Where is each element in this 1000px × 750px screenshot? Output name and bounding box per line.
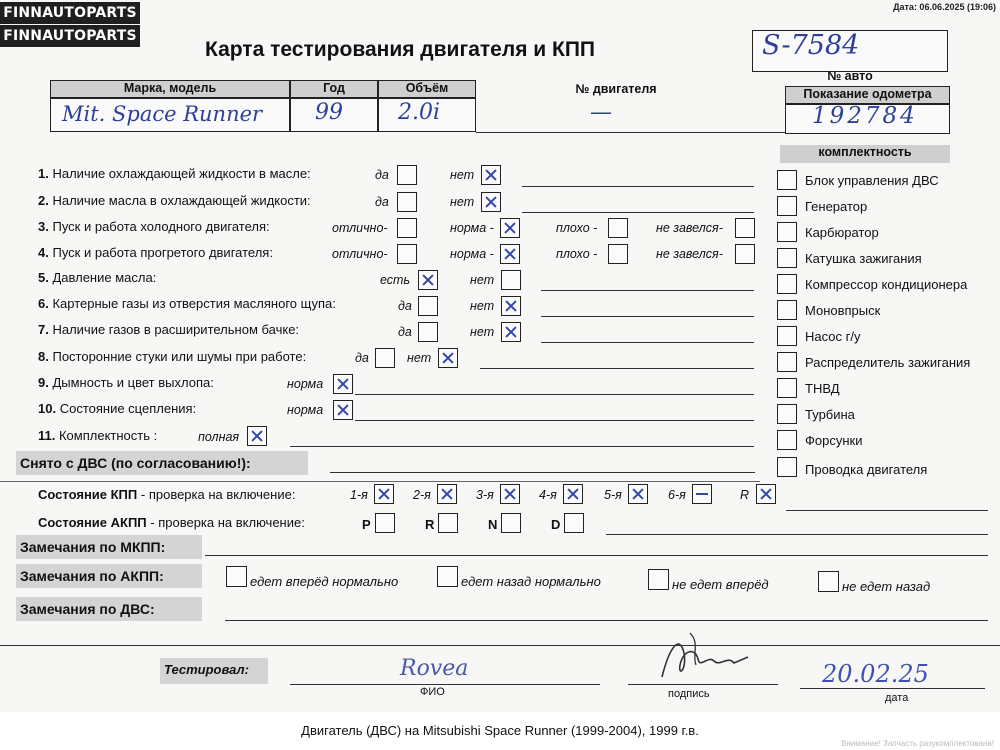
completeness-title: комплектность: [780, 145, 950, 163]
test-3-number: 3.: [38, 219, 49, 234]
test-7-label: Наличие газов в расширительном бачке:: [52, 322, 300, 337]
akpp-row: [38, 515, 305, 530]
test-10-number: 10.: [38, 401, 57, 416]
test-5-box-yes[interactable]: [418, 270, 438, 290]
kpp-label: Состояние КПП: [38, 487, 138, 502]
akpp-opt-box-1[interactable]: [226, 566, 247, 587]
make-model-value: Mit. Space Runner: [62, 102, 263, 126]
signature-label: подпись: [668, 688, 710, 700]
test-7-box-yes[interactable]: [418, 322, 438, 342]
test-3-box-excellent[interactable]: [397, 218, 417, 238]
test-5-number: 5.: [38, 270, 49, 285]
test-8-opt-no: нет: [407, 351, 432, 365]
logo-bottom: FINNAUTOPARTS: [0, 25, 140, 47]
kpp-box-5[interactable]: [628, 484, 648, 504]
test-10-box-normal[interactable]: [333, 400, 353, 420]
test-3-box-bad[interactable]: [608, 218, 628, 238]
test-11-number: 11.: [38, 428, 56, 443]
test-2-opt-no: нет: [450, 195, 475, 209]
tested-by-label: Тестировал:: [160, 658, 268, 684]
test-2-box-yes[interactable]: [397, 192, 417, 212]
removed-line-2: [0, 481, 760, 482]
test-2-number: 2.: [38, 193, 49, 208]
test-9-box-normal[interactable]: [333, 374, 353, 394]
removed-line-1: [330, 472, 755, 473]
kpp-gear-1: 1-я: [350, 488, 368, 502]
test-6-opt-no: нет: [470, 299, 495, 313]
test-6-number: 6.: [38, 296, 49, 311]
test-9-opt-normal: норма: [287, 377, 324, 391]
test-5-opt-yes: есть: [380, 273, 411, 287]
akpp-gear-r: R: [425, 517, 435, 532]
comp-box-5[interactable]: [777, 274, 797, 294]
kpp-box-6[interactable]: [692, 484, 712, 504]
test-11-line: [290, 446, 754, 447]
date-stamp: Дата: 06.06.2025 (19:06): [893, 2, 996, 12]
test-6-box-yes[interactable]: [418, 296, 438, 316]
test-9-label: Дымность и цвет выхлопа:: [52, 375, 214, 390]
test-1-opt-yes: да: [375, 168, 389, 182]
akpp-gear-p: P: [362, 517, 371, 532]
akpp-box-r[interactable]: [438, 513, 458, 533]
comp-item-12: Проводка двигателя: [805, 462, 928, 477]
test-3-opt-nostart: не завелся-: [656, 221, 723, 235]
year-header: Год: [290, 80, 378, 98]
test-4-box-excellent[interactable]: [397, 244, 417, 264]
test-3-opt-excellent: отлично-: [332, 221, 388, 235]
test-7: [38, 322, 299, 337]
test-7-opt-no: нет: [470, 325, 495, 339]
akpp-line: [606, 534, 988, 535]
test-5-box-no[interactable]: [501, 270, 521, 290]
remarks-mkpp-label: Замечания по МКПП:: [16, 535, 202, 559]
test-3-box-nostart[interactable]: [735, 218, 755, 238]
test-1: [38, 166, 311, 181]
test-11-box-full[interactable]: [247, 426, 267, 446]
akpp-box-d[interactable]: [564, 513, 584, 533]
comp-item-8: Распределитель зажигания: [805, 355, 971, 370]
comp-box-10[interactable]: [777, 404, 797, 424]
kpp-gear-3: 3-я: [476, 488, 494, 502]
test-1-line: [522, 186, 754, 187]
comp-box-11[interactable]: [777, 430, 797, 450]
test-11: [38, 428, 157, 443]
test-3-opt-bad: плохо -: [556, 221, 598, 235]
akpp-opt-4: не едет назад: [842, 579, 931, 594]
test-8-box-no[interactable]: [438, 348, 458, 368]
test-4-box-nostart[interactable]: [735, 244, 755, 264]
kpp-line: [786, 510, 988, 511]
akpp-opt-box-3[interactable]: [648, 569, 669, 590]
test-3-box-normal[interactable]: [500, 218, 520, 238]
comp-item-6: Моновпрыск: [805, 303, 881, 318]
test-4-box-normal[interactable]: [500, 244, 520, 264]
comp-box-6[interactable]: [777, 300, 797, 320]
test-7-opt-yes: да: [398, 325, 412, 339]
auto-number-label: № авто: [827, 69, 873, 83]
kpp-suffix: - проверка на включение:: [140, 487, 296, 502]
comp-box-7[interactable]: [777, 326, 797, 346]
remarks-mkpp-line: [205, 555, 988, 556]
odometer-value: 192784: [812, 103, 918, 129]
test-9-line: [355, 394, 754, 395]
kpp-box-2[interactable]: [437, 484, 457, 504]
date-value: 20.02.25: [822, 660, 929, 688]
volume-header: Объём: [378, 80, 476, 98]
test-10-opt-normal: норма: [287, 403, 324, 417]
test-11-opt-full: полная: [198, 430, 240, 444]
comp-item-5: Компрессор кондиционера: [805, 277, 968, 292]
logo-top: FINNAUTOPARTS: [0, 2, 140, 24]
test-2-box-no[interactable]: [481, 192, 501, 212]
test-2-opt-yes: да: [375, 195, 389, 209]
kpp-box-1[interactable]: [374, 484, 394, 504]
test-8-box-yes[interactable]: [375, 348, 395, 368]
comp-item-1: Блок управления ДВС: [805, 173, 939, 188]
kpp-box-3[interactable]: [500, 484, 520, 504]
kpp-box-r[interactable]: [756, 484, 776, 504]
comp-item-9: ТНВД: [805, 381, 840, 396]
test-8-line: [480, 368, 754, 369]
comp-item-3: Карбюратор: [805, 225, 879, 240]
test-3-label: Пуск и работа холодного двигателя:: [52, 219, 270, 234]
test-6: [38, 296, 336, 311]
test-5-line: [541, 290, 754, 291]
kpp-gear-4: 4-я: [539, 488, 557, 502]
test-7-number: 7.: [38, 322, 49, 337]
date-label: дата: [885, 692, 909, 704]
test-10-label: Состояние сцепления:: [59, 401, 197, 416]
akpp-label: Состояние АКПП: [38, 515, 147, 530]
akpp-opt-2: едет назад нормально: [461, 574, 601, 589]
photo-caption: Двигатель (ДВС) на Mitsubishi Space Runner (1999-2004), 1999 г.в.: [0, 712, 1000, 750]
test-8-label: Посторонние стуки или шумы при работе:: [52, 349, 307, 364]
test-6-label: Картерные газы из отверстия масляного щупа:: [52, 296, 336, 311]
akpp-opt-3: не едет вперёд: [672, 577, 769, 592]
date-line: [800, 688, 985, 689]
kpp-row: [38, 487, 295, 502]
kpp-gear-6: 6-я: [668, 488, 686, 502]
test-7-line: [541, 342, 754, 343]
akpp-opt-1: едет вперёд нормально: [250, 574, 399, 589]
akpp-opt-box-4[interactable]: [818, 571, 839, 592]
test-3-opt-normal: норма -: [450, 221, 494, 235]
test-8-number: 8.: [38, 349, 49, 364]
test-5: [38, 270, 156, 285]
test-2: [38, 193, 311, 208]
akpp-box-p[interactable]: [375, 513, 395, 533]
test-4: [38, 245, 273, 260]
akpp-gear-n: N: [488, 517, 498, 532]
test-11-label: Комплектность :: [58, 428, 158, 443]
test-4-opt-normal: норма -: [450, 247, 494, 261]
test-4-label: Пуск и работа прогретого двигателя:: [52, 245, 273, 260]
kpp-gear-r: R: [740, 488, 750, 502]
test-2-label: Наличие масла в охлаждающей жидкости:: [52, 193, 311, 208]
test-9: [38, 375, 214, 390]
remarks-dvs-line-1: [225, 620, 988, 621]
engine-number-value: —: [590, 100, 612, 125]
engine-number-header: № двигателя: [575, 82, 657, 96]
comp-item-11: Форсунки: [805, 433, 863, 448]
year-value: 99: [315, 100, 343, 125]
comp-item-10: Турбина: [805, 407, 855, 422]
test-4-opt-nostart: не завелся-: [656, 247, 723, 261]
comp-item-2: Генератор: [805, 199, 868, 214]
comp-box-3[interactable]: [777, 222, 797, 242]
test-4-opt-bad: плохо -: [556, 247, 598, 261]
test-7-box-no[interactable]: [501, 322, 521, 342]
comp-item-4: Катушка зажигания: [805, 251, 922, 266]
tester-name-value: Rovea: [400, 656, 469, 681]
kpp-box-4[interactable]: [563, 484, 583, 504]
comp-box-12[interactable]: [777, 457, 797, 477]
fio-label: ФИО: [420, 686, 445, 698]
akpp-gear-d: D: [551, 517, 561, 532]
test-5-label: Давление масла:: [52, 270, 157, 285]
test-9-number: 9.: [38, 375, 49, 390]
test-8-opt-yes: да: [355, 351, 369, 365]
card-title: Карта тестирования двигателя и КПП: [205, 38, 596, 61]
comp-box-9[interactable]: [777, 378, 797, 398]
kpp-gear-2: 2-я: [413, 488, 431, 502]
test-1-box-yes[interactable]: [397, 165, 417, 185]
comp-box-2[interactable]: [777, 196, 797, 216]
comp-item-7: Насос г/у: [805, 329, 861, 344]
test-10-line: [355, 420, 754, 421]
comp-box-1[interactable]: [777, 170, 797, 190]
fio-line: [290, 684, 600, 685]
odometer-header: Показание одометра: [785, 86, 950, 104]
test-1-box-no[interactable]: [481, 165, 501, 185]
test-1-number: 1.: [38, 166, 49, 181]
kpp-gear-5: 5-я: [604, 488, 622, 502]
test-4-opt-excellent: отлично-: [332, 247, 388, 261]
akpp-suffix: - проверка на включение:: [150, 515, 305, 530]
test-6-opt-yes: да: [398, 299, 412, 313]
akpp-box-n[interactable]: [501, 513, 521, 533]
make-model-header: Марка, модель: [50, 80, 290, 98]
remarks-dvs-label: Замечания по ДВС:: [16, 597, 202, 621]
test-3: [38, 219, 270, 234]
test-8: [38, 349, 306, 364]
engine-number-line: [476, 132, 785, 133]
test-4-box-bad[interactable]: [608, 244, 628, 264]
test-1-label: Наличие охлаждающей жидкости в масле:: [52, 166, 311, 181]
test-1-opt-no: нет: [450, 168, 475, 182]
test-5-opt-no: нет: [470, 273, 495, 287]
remarks-dvs-line-2: [0, 645, 1000, 646]
volume-value: 2.0i: [398, 100, 441, 125]
signature-line: [628, 684, 778, 685]
test-6-box-no[interactable]: [501, 296, 521, 316]
test-2-line: [522, 212, 754, 213]
comp-box-8[interactable]: [777, 352, 797, 372]
comp-box-4[interactable]: [777, 248, 797, 268]
test-6-line: [541, 316, 754, 317]
akpp-opt-box-2[interactable]: [437, 566, 458, 587]
test-10: [38, 401, 196, 416]
signature: [650, 625, 760, 685]
test-4-number: 4.: [38, 245, 49, 260]
auto-number-value: S-7584: [762, 30, 860, 61]
remarks-akpp-label: Замечания по АКПП:: [16, 564, 202, 588]
watermark: Внимание! Запчасть разукомплектована!: [841, 739, 994, 748]
removed-label: Снято с ДВС (по согласованию!):: [16, 451, 308, 475]
